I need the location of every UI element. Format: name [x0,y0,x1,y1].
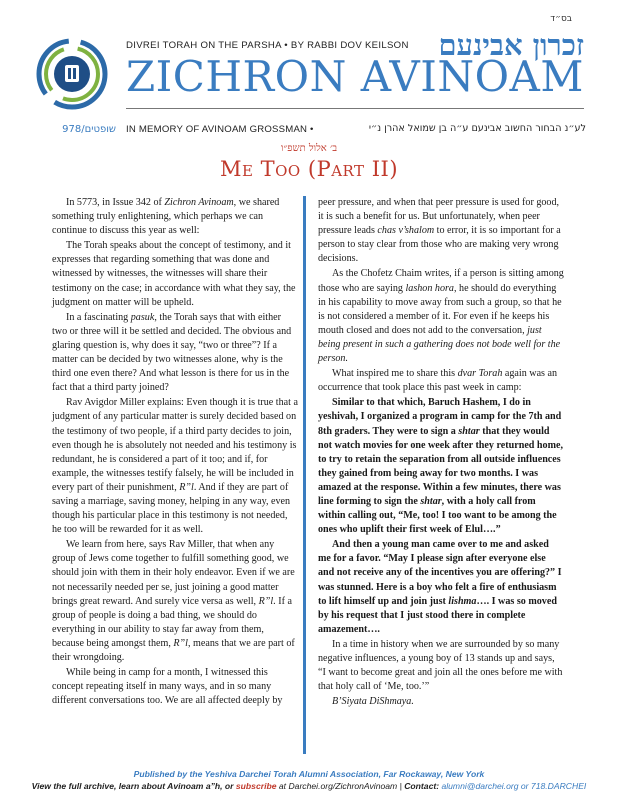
memory-line-hebrew: לע״נ הבחור החשוב אבינעם ע״ה בן שמואל אהרן נ״י [368,123,586,134]
paragraph: And then a young man came over to me and asked me for a favor. “May I please sign after everyone else and not receive any of the incentives you are offering?” I was stunned. Here is a boy who felt a fire of enthusiasm to lift himself up and join just lishma…. I was so moved by his request that I just stood there in complete amazement…. [318,539,562,635]
paragraph: The Torah speaks about the concept of testimony, and it expresses that regarding something that was done and witnessed by witnesses, the witnesses will share their testimony on the case; in accordance with what they say, the judgment on matter will be upheld. [52,240,296,308]
bsd-mark: בס״ד [550,14,572,24]
paragraph: We learn from here, says Rav Miller, that when any group of Jews come together to fulfill something good, we should join with them in their holy endeavor. Even if we are not necessarily needed per se, just joining a good matter brings great reward. And surely vice versa as well, R”l. If a group of people is doing a bad thing, we should do everything in our ability to stay far away from them, because being amongst them, R”l, means that we are part of their wrongdoing. [52,539,295,663]
newsletter-title: ZICHRON AVINOAM [126,52,584,101]
logo-emblem-icon [36,38,108,110]
paragraph: In a fascinating pasuk, the Torah says that with either two or three will it be settled and decided. The obvious and glaring question is, why does it say, “two or three”? If a matter can be decided by two witnesses alone, why is the third one even there? And what lesson is there for us in the fact that a third party joined? [52,311,292,394]
publisher-line: Published by the Yeshiva Darchei Torah Alumni Association, Far Rockaway, New York [133,769,485,779]
article-title: Me Too (Part II) [219,157,399,181]
hebrew-date: ב׳ אלול תשפ״ו [280,143,338,154]
paragraph: Similar to that which, Baruch Hashem, I do in yeshivah, I organized a program in camp for the 7th and 8th graders. They were to sign a shtar that they would not watch movies for one week after they returned home, to try to retain the separation from all outside influences they gained from being away for two months. I was amazed at the response. Within a few minutes, there was line forming to sign the shtar, with a holy call from within calling out, “Me, too! I too want to be among the ones who uplift their first week of Elul….” [318,397,564,536]
paragraph: B’Siyata DiShmaya. [332,696,414,708]
paragraph: What inspired me to share this dvar Torah again was an occurrence that took place this past week in camp: [318,368,558,394]
paragraph: While being in camp for a month, I witnessed this concept repeating itself in many ways, and in so many different conversations too. We are all affected deeply by [52,667,283,707]
header-subtitle: DIVREI TORAH ON THE PARSHA • BY RABBI DOV KEILSON [126,40,409,51]
archive-line: View the full archive, learn about Avinoam a”h, or subscribe at Darchei.org/ZichronAvinoam | Contact: alumni@darchei.org or 718.DARCHEI [31,781,587,791]
column-divider [303,196,306,754]
subscribe-link[interactable]: subscribe [235,781,277,791]
hebrew-title: זכרון אבינעם [438,28,584,62]
issue-number: שופטים/978 [62,124,116,135]
header-rule [126,108,584,109]
paragraph: Rav Avigdor Miller explains: Even though it is true that a judgment of any particular matter is surely decided based on the testimony of two people, if a third party decides to join, even though he is absolutely not needed and his testimony is redundant, he is considered a part of it too; and if, for example, the witnesses testify falsely, he will be included in every part of their punishment, R”l. And if they are part of saving a marriage, saving money, helping in any way, even though his particular place in this testimony is not needed, he too will be rewarded for it as well. [52,397,298,536]
paragraph: In 5773, in Issue 342 of Zichron Avinoam, we shared something truly enlightening, which perhaps we can continue to discuss this year as well: [52,197,280,237]
paragraph: peer pressure, and when that peer pressure is used for good, it is such a benefit for us. But unfortunately, when peer pressure leads chas v’shalom to error, it is so important for a person to stay clear from those who are making very wrong decisions. [318,197,561,265]
memory-line: IN MEMORY OF AVINOAM GROSSMAN • [126,124,314,135]
left-column [52,196,298,709]
paragraph: As the Chofetz Chaim writes, if a person is sitting among those who are saying lashon hora, he should do everything in his capability to move away from such a group, so that he is not considered a member of it. For even if he keeps his mouth closed and does not add to the conversation, just being present in such a gathering does not bode well for the person. [318,268,564,365]
contact-link[interactable]: alumni@darchei.org or 718.DARCHEI [441,781,587,791]
right-column [318,196,564,710]
paragraph: In a time in history when we are surrounded by so many negative influences, a young boy of 13 stands up and says, “I want to become great and join all the ones before me with that holy call of ‘Me, too.’” [318,638,563,693]
